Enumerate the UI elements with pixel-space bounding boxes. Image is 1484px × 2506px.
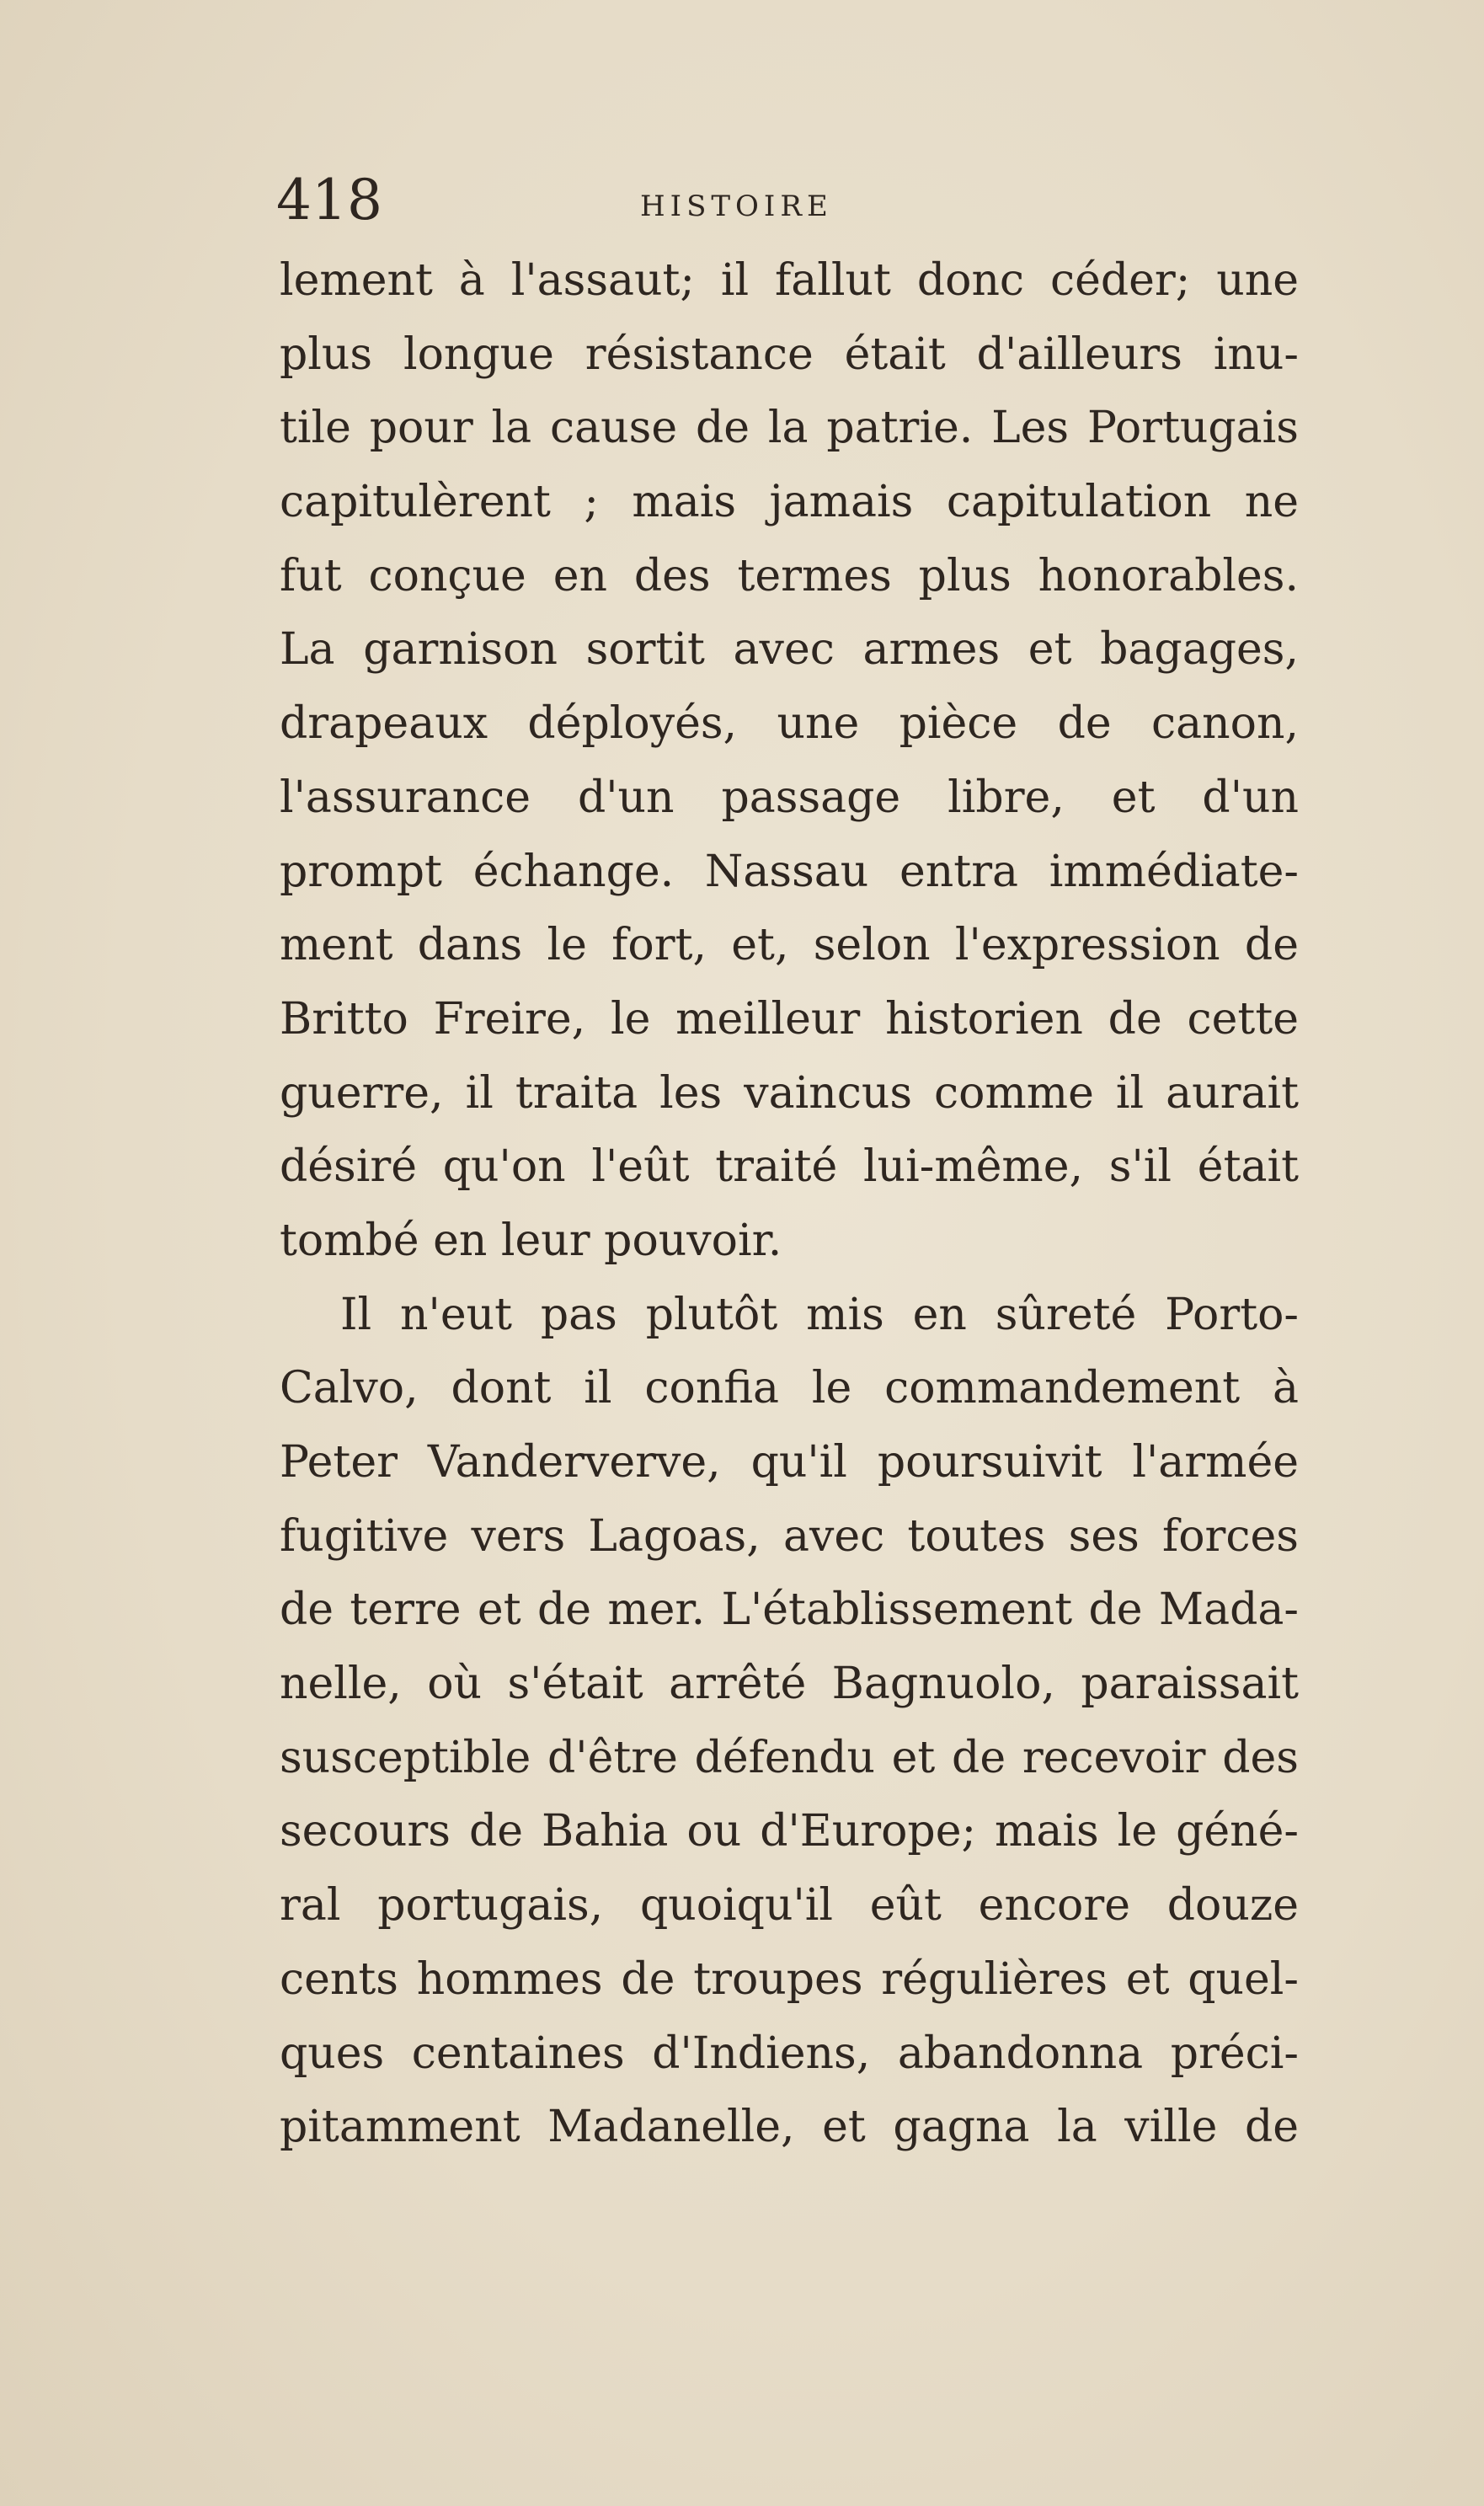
text-line: Peter Vanderverve, qu'il poursuivit l'armée bbox=[280, 1437, 1299, 1488]
page-number: 418 bbox=[276, 168, 382, 232]
text-line: ral portugais, quoiqu'il eût encore douze bbox=[280, 1880, 1299, 1932]
text-line: Il n'eut pas plutôt mis en sûreté Porto- bbox=[340, 1289, 1299, 1340]
text-line: plus longue résistance était d'ailleurs inu- bbox=[280, 329, 1299, 380]
text-line: fugitive vers Lagoas, avec toutes ses forces bbox=[280, 1510, 1299, 1562]
text-line: cents hommes de troupes régulières et quel- bbox=[280, 1953, 1299, 2005]
text-line: drapeaux déployés, une pièce de canon, bbox=[280, 698, 1299, 750]
text-line: Britto Freire, le meilleur historien de cette bbox=[280, 993, 1299, 1045]
text-line: susceptible d'être défendu et de recevoir des bbox=[280, 1732, 1299, 1783]
text-line: lement à l'assaut; il fallut donc céder; une bbox=[280, 255, 1299, 306]
text-line: fut conçue en des termes plus honorables. bbox=[280, 550, 1299, 601]
text-line: de terre et de mer. L'établissement de Mada- bbox=[280, 1584, 1299, 1636]
text-line: l'assurance d'un passage libre, et d'un bbox=[280, 772, 1299, 823]
text-line: nelle, où s'était arrêté Bagnuolo, paraissait bbox=[280, 1659, 1299, 1710]
body-text bbox=[280, 244, 1299, 2165]
text-line: désiré qu'on l'eût traité lui-même, s'il était bbox=[280, 1141, 1299, 1193]
text-line: ment dans le fort, et, selon l'expression de bbox=[280, 920, 1299, 971]
text-line: Calvo, dont il confia le commandement à bbox=[280, 1363, 1299, 1414]
text-line: tombé en leur pouvoir. bbox=[280, 1215, 782, 1266]
text-line: secours de Bahia ou d'Europe; mais le géné- bbox=[280, 1806, 1299, 1857]
text-line: ques centaines d'Indiens, abandonna préci- bbox=[280, 2028, 1299, 2079]
text-line: La garnison sortit avec armes et bagages, bbox=[280, 624, 1299, 676]
text-line: capitulèrent ; mais jamais capitulation ne bbox=[280, 477, 1299, 528]
text-line: prompt échange. Nassau entra immédiate- bbox=[280, 846, 1299, 897]
text-line: guerre, il traita les vaincus comme il aurait bbox=[280, 1067, 1299, 1119]
running-head: HISTOIRE bbox=[640, 190, 833, 223]
text-line: pitamment Madanelle, et gagna la ville de bbox=[280, 2102, 1299, 2153]
text-line: tile pour la cause de la patrie. Les Portugais bbox=[280, 403, 1299, 454]
